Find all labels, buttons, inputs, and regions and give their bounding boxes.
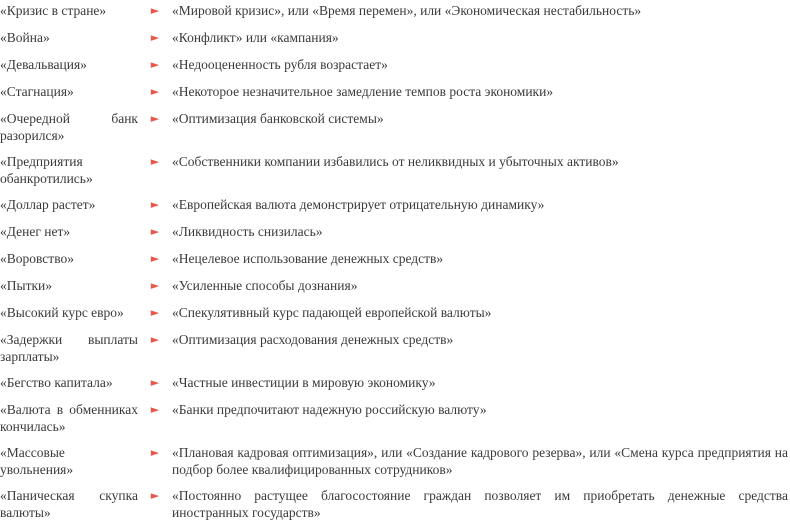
euphemism-cell: «Оптимизация банковской системы» xyxy=(172,111,384,126)
term-cell: «Предприятия обанкротились» xyxy=(0,154,93,186)
right-triangle-arrow-icon: ► xyxy=(150,376,160,389)
right-triangle-arrow-icon: ► xyxy=(150,112,160,125)
term-cell: «Денег нет» xyxy=(0,224,71,239)
euphemism-cell: «Постоянно растущее благосостояние граждан позволяет им приобретать денежные средства иностранных государств» xyxy=(172,488,788,520)
euphemism-cell: «Конфликт» или «кампания» xyxy=(172,30,339,45)
arrow-cell xyxy=(138,250,172,268)
arrow-cell xyxy=(138,331,172,349)
arrow-cell xyxy=(138,110,172,128)
arrow-cell xyxy=(138,56,172,74)
euphemism-cell: «Усиленные способы дознания» xyxy=(172,278,358,293)
arrow-cell xyxy=(138,196,172,214)
right-triangle-arrow-icon: ► xyxy=(150,403,160,416)
arrow-cell xyxy=(138,277,172,295)
term-cell: «Война» xyxy=(0,30,50,45)
arrow-cell xyxy=(138,29,172,47)
right-triangle-arrow-icon: ► xyxy=(150,333,160,346)
table-row xyxy=(0,444,790,478)
term-cell: «Массовые увольнения» xyxy=(0,445,74,477)
euphemism-cell: «Европейская валюта демонстрирует отрицательную динамику» xyxy=(172,197,545,212)
euphemism-cell: «Оптимизация расходования денежных средств» xyxy=(172,332,454,347)
term-cell: «Доллар растет» xyxy=(0,197,96,212)
table-row xyxy=(0,56,790,74)
euphemism-cell: «Спекулятивный курс падающей европейской валюты» xyxy=(172,305,492,320)
euphemism-table xyxy=(0,2,790,521)
euphemism-cell: «Мировой кризис», или «Время перемен», или «Экономическая нестабильность» xyxy=(172,3,642,18)
euphemism-cell: «Недооцененность рубля возрастает» xyxy=(172,57,388,72)
arrow-cell xyxy=(138,304,172,322)
term-cell: «Высокий курс евро» xyxy=(0,305,124,320)
euphemism-cell: «Банки предпочитают надежную российскую валюту» xyxy=(172,402,487,417)
right-triangle-arrow-icon: ► xyxy=(150,31,160,44)
term-cell: «Пытки» xyxy=(0,278,53,293)
right-triangle-arrow-icon: ► xyxy=(150,225,160,238)
table-row xyxy=(0,374,790,392)
table-row xyxy=(0,250,790,268)
table-row xyxy=(0,153,790,187)
table-row xyxy=(0,304,790,322)
term-cell: «Валюта в обменниках кончилась» xyxy=(0,402,138,434)
euphemism-cell: «Частные инвестиции в мировую экономику» xyxy=(172,375,436,390)
table-row xyxy=(0,29,790,47)
right-triangle-arrow-icon: ► xyxy=(150,58,160,71)
euphemism-cell: «Ликвидность снизилась» xyxy=(172,224,323,239)
arrow-cell xyxy=(138,487,172,505)
euphemism-cell: «Собственники компании избавились от неликвидных и убыточных активов» xyxy=(172,154,619,169)
table-row xyxy=(0,277,790,295)
arrow-cell xyxy=(138,83,172,101)
right-triangle-arrow-icon: ► xyxy=(150,155,160,168)
table-row xyxy=(0,331,790,365)
term-cell: «Кризис в стране» xyxy=(0,3,107,18)
right-triangle-arrow-icon: ► xyxy=(150,489,160,502)
right-triangle-arrow-icon: ► xyxy=(150,198,160,211)
right-triangle-arrow-icon: ► xyxy=(150,4,160,17)
term-cell: «Задержки выплаты зарплаты» xyxy=(0,332,138,364)
term-cell: «Воровство» xyxy=(0,251,74,266)
table-row xyxy=(0,110,790,144)
euphemism-cell: «Нецелевое использование денежных средств» xyxy=(172,251,444,266)
term-cell: «Паническая скупка валюты» xyxy=(0,488,138,520)
right-triangle-arrow-icon: ► xyxy=(150,446,160,459)
table-row xyxy=(0,2,790,20)
table-row xyxy=(0,401,790,435)
table-row xyxy=(0,223,790,241)
right-triangle-arrow-icon: ► xyxy=(150,279,160,292)
arrow-cell xyxy=(138,401,172,419)
arrow-cell xyxy=(138,2,172,20)
right-triangle-arrow-icon: ► xyxy=(150,252,160,265)
right-triangle-arrow-icon: ► xyxy=(150,306,160,319)
arrow-cell xyxy=(138,223,172,241)
term-cell: «Очередной банк разорился» xyxy=(0,111,138,143)
table-row xyxy=(0,83,790,101)
term-cell: «Бегство капитала» xyxy=(0,375,113,390)
term-cell: «Стагнация» xyxy=(0,84,74,99)
arrow-cell xyxy=(138,153,172,171)
euphemism-cell: «Некоторое незначительное замедление темпов роста экономики» xyxy=(172,84,554,99)
euphemism-cell: «Плановая кадровая оптимизация», или «Создание кадрового резерва», или «Смена курса предприятия на подбор более квалифицированных сотрудников» xyxy=(172,445,788,477)
arrow-cell xyxy=(138,374,172,392)
table-row xyxy=(0,196,790,214)
term-cell: «Девальвация» xyxy=(0,57,87,72)
right-triangle-arrow-icon: ► xyxy=(150,85,160,98)
arrow-cell xyxy=(138,444,172,462)
